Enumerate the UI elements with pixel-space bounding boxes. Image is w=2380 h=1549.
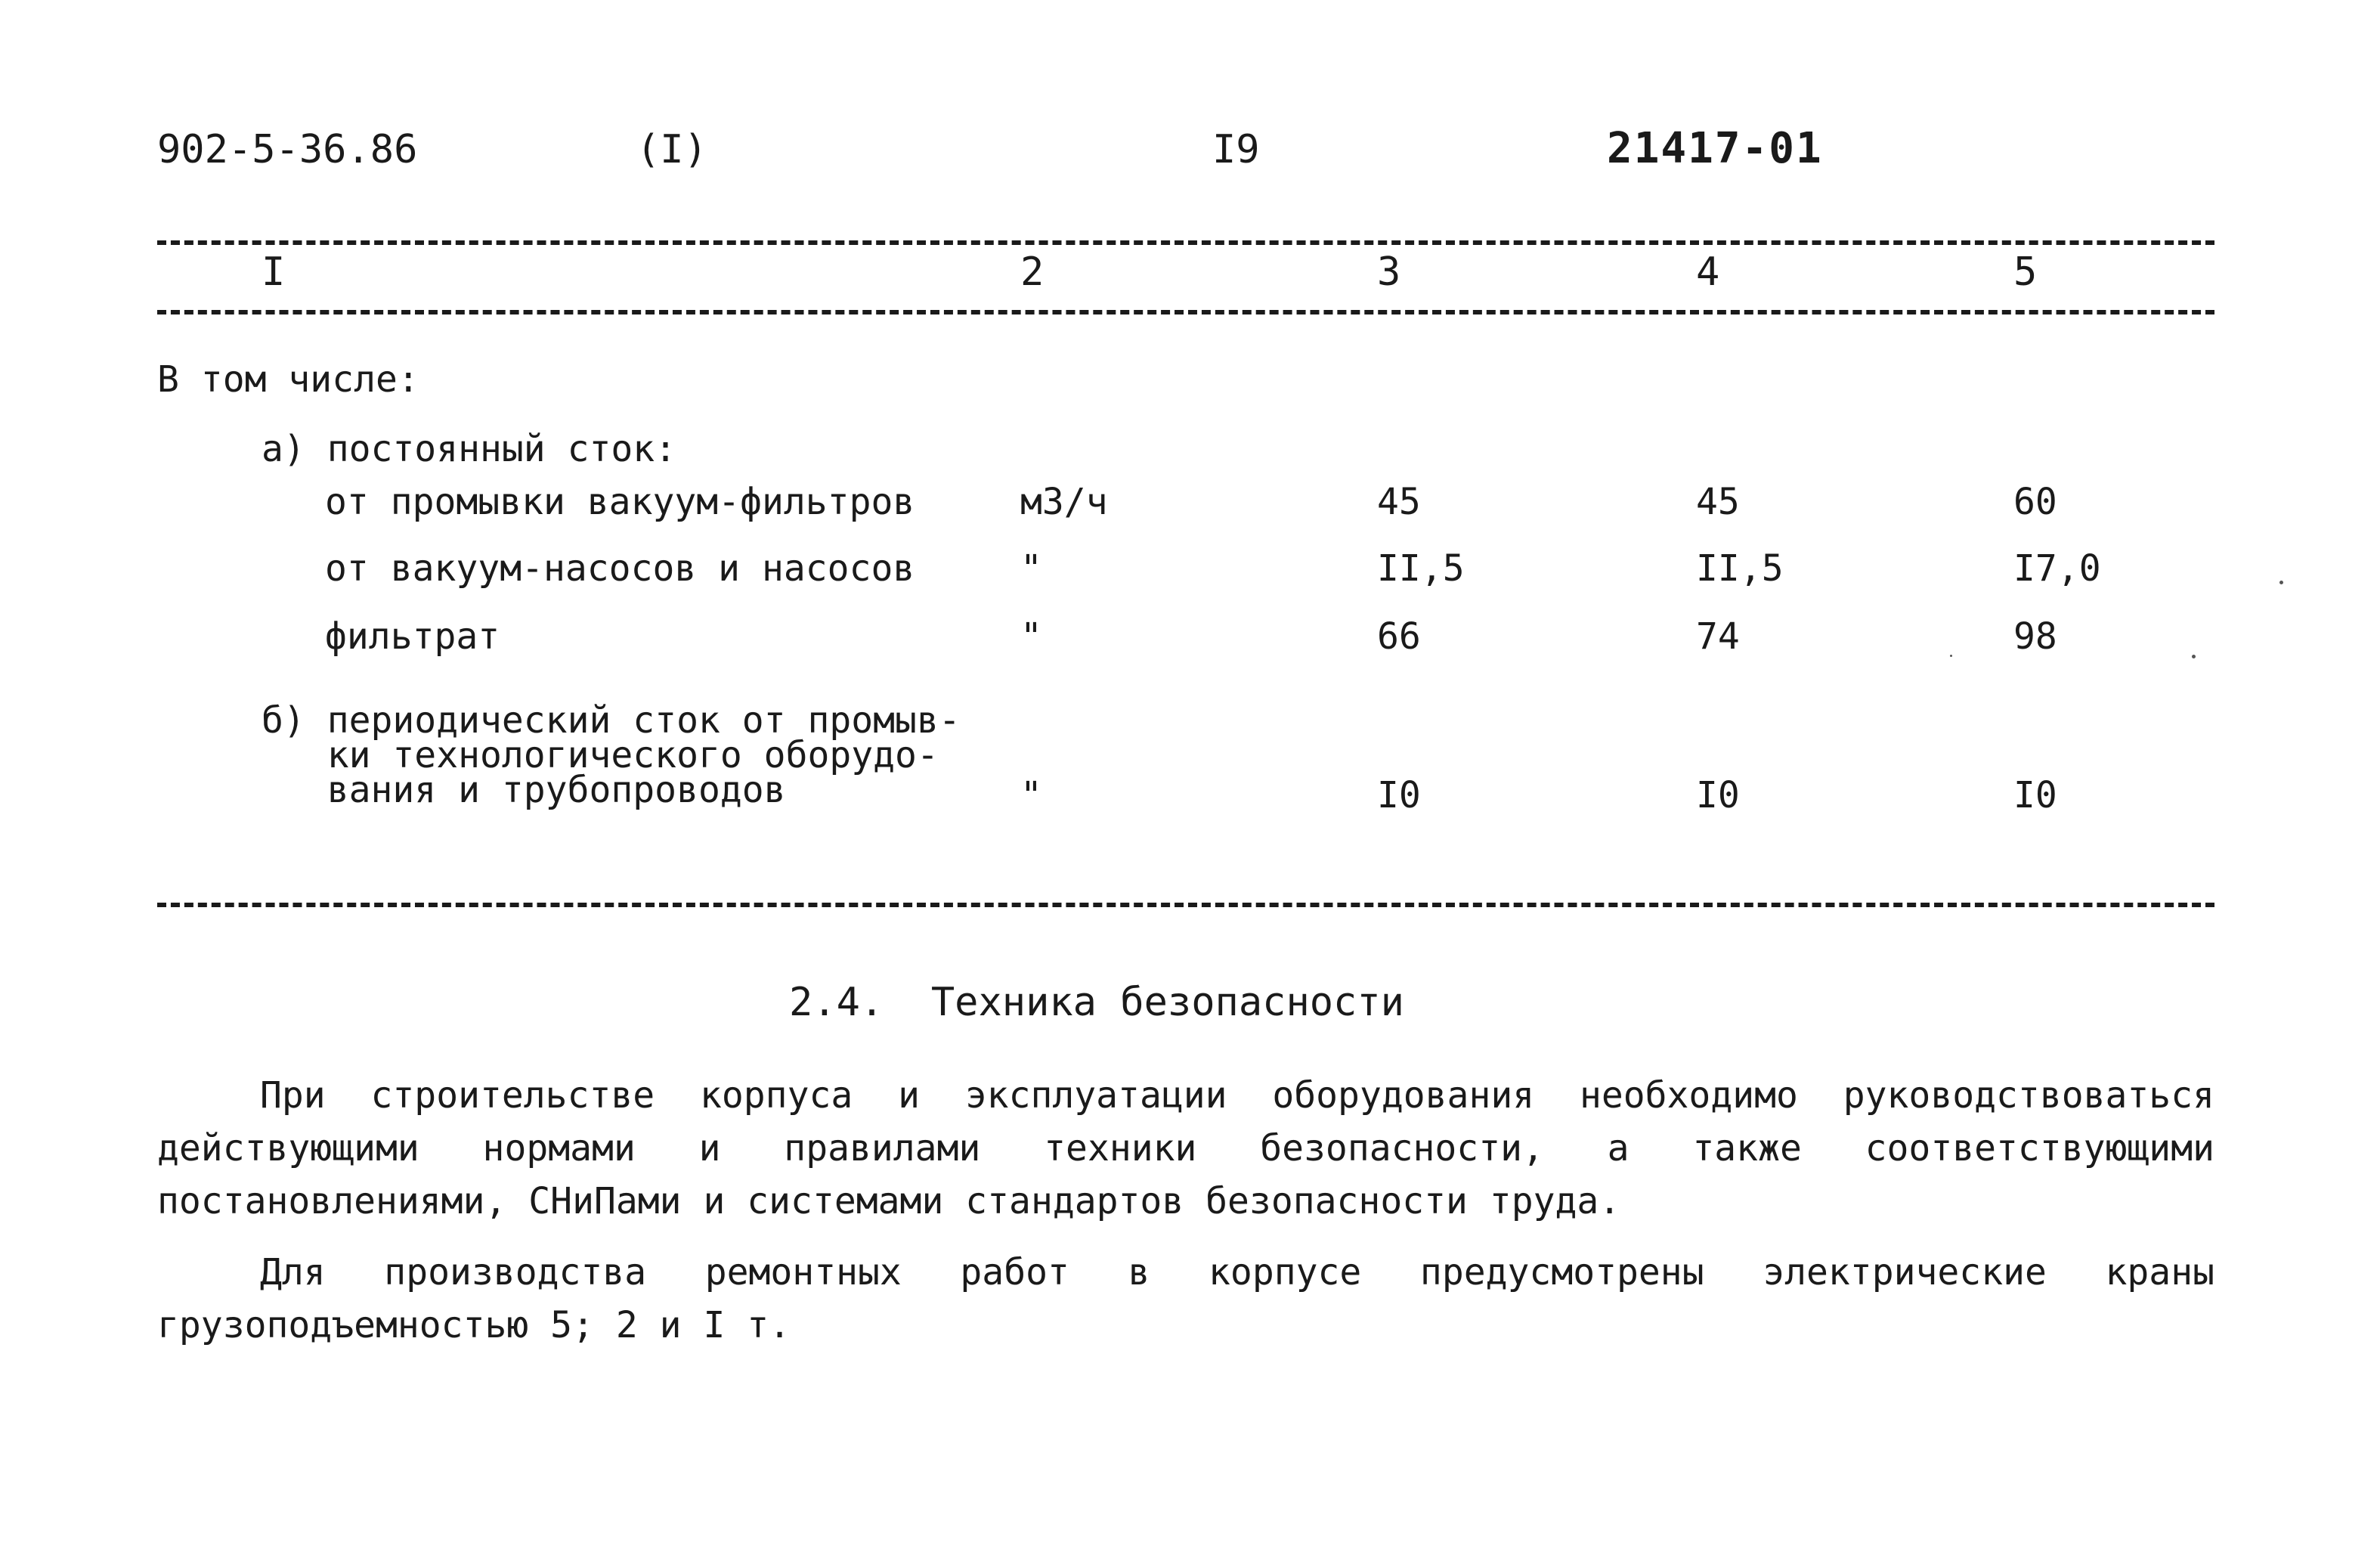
inventory-stamp: 21417-01 bbox=[1607, 124, 1823, 173]
column-number-3: 3 bbox=[1377, 249, 1401, 295]
section-heading: 2.4. Техника безопасности bbox=[789, 980, 1404, 1025]
table-top-rule bbox=[157, 240, 2214, 245]
table-subtitle: В том числе: bbox=[157, 358, 419, 401]
paragraph-safety-rules bbox=[157, 1069, 2214, 1228]
row-2-col4: II,5 bbox=[1696, 547, 1784, 590]
row-3-col4: 74 bbox=[1696, 615, 1740, 658]
row-3-col3: 66 bbox=[1377, 615, 1421, 658]
column-number-5: 5 bbox=[2013, 249, 2038, 295]
row-1-unit: м3/ч bbox=[1020, 481, 1108, 523]
section-b-col4: I0 bbox=[1696, 774, 1740, 816]
paragraph-cranes bbox=[157, 1246, 2214, 1352]
scan-speck bbox=[2192, 655, 2196, 658]
section-b-col3: I0 bbox=[1377, 774, 1421, 816]
column-number-2: 2 bbox=[1020, 249, 1045, 295]
scan-speck bbox=[2279, 581, 2283, 584]
scan-speck bbox=[1950, 655, 1952, 657]
section-b-unit: " bbox=[1020, 774, 1042, 816]
row-1-col3: 45 bbox=[1377, 481, 1421, 523]
paragraph-2-text: Для производства ремонтных работ в корпусе предусмотрены электрические краны грузоподъемностью 5; 2 и I т. bbox=[157, 1251, 2214, 1346]
page-number: I9 bbox=[1212, 127, 1260, 172]
section-b-col5: I0 bbox=[2013, 774, 2057, 816]
row-3-col5: 98 bbox=[2013, 615, 2057, 658]
row-2-col5: I7,0 bbox=[2013, 547, 2101, 590]
table-bottom-rule bbox=[157, 903, 2214, 907]
section-a-title: а) постоянный сток: bbox=[262, 428, 677, 470]
row-3-label: фильтрат bbox=[325, 615, 500, 658]
row-1-col5: 60 bbox=[2013, 481, 2057, 523]
row-1-label: от промывки вакуум-фильтров bbox=[325, 481, 915, 523]
row-2-label: от вакуум-насосов и насосов bbox=[325, 547, 915, 590]
row-3-unit: " bbox=[1020, 615, 1042, 658]
paragraph-1-text: При строительстве корпуса и эксплуатации оборудования необходимо руководствоваться действующими нормами и правилами техники безопасности, а также соответствующими постановлениями, СНиПами и системами стандартов безопасности труда. bbox=[157, 1074, 2214, 1222]
section-b-title: б) периодический сток от промыв- ки технологического оборудо- вания и трубопроводов bbox=[262, 699, 961, 811]
column-number-1: I bbox=[262, 249, 286, 295]
row-2-col3: II,5 bbox=[1377, 547, 1465, 590]
table-header-rule bbox=[157, 310, 2214, 314]
doc-code: 902-5-36.86 bbox=[157, 127, 418, 172]
row-2-unit: " bbox=[1020, 547, 1042, 590]
row-1-col4: 45 bbox=[1696, 481, 1740, 523]
part-number: (I) bbox=[636, 127, 707, 172]
column-number-4: 4 bbox=[1696, 249, 1720, 295]
